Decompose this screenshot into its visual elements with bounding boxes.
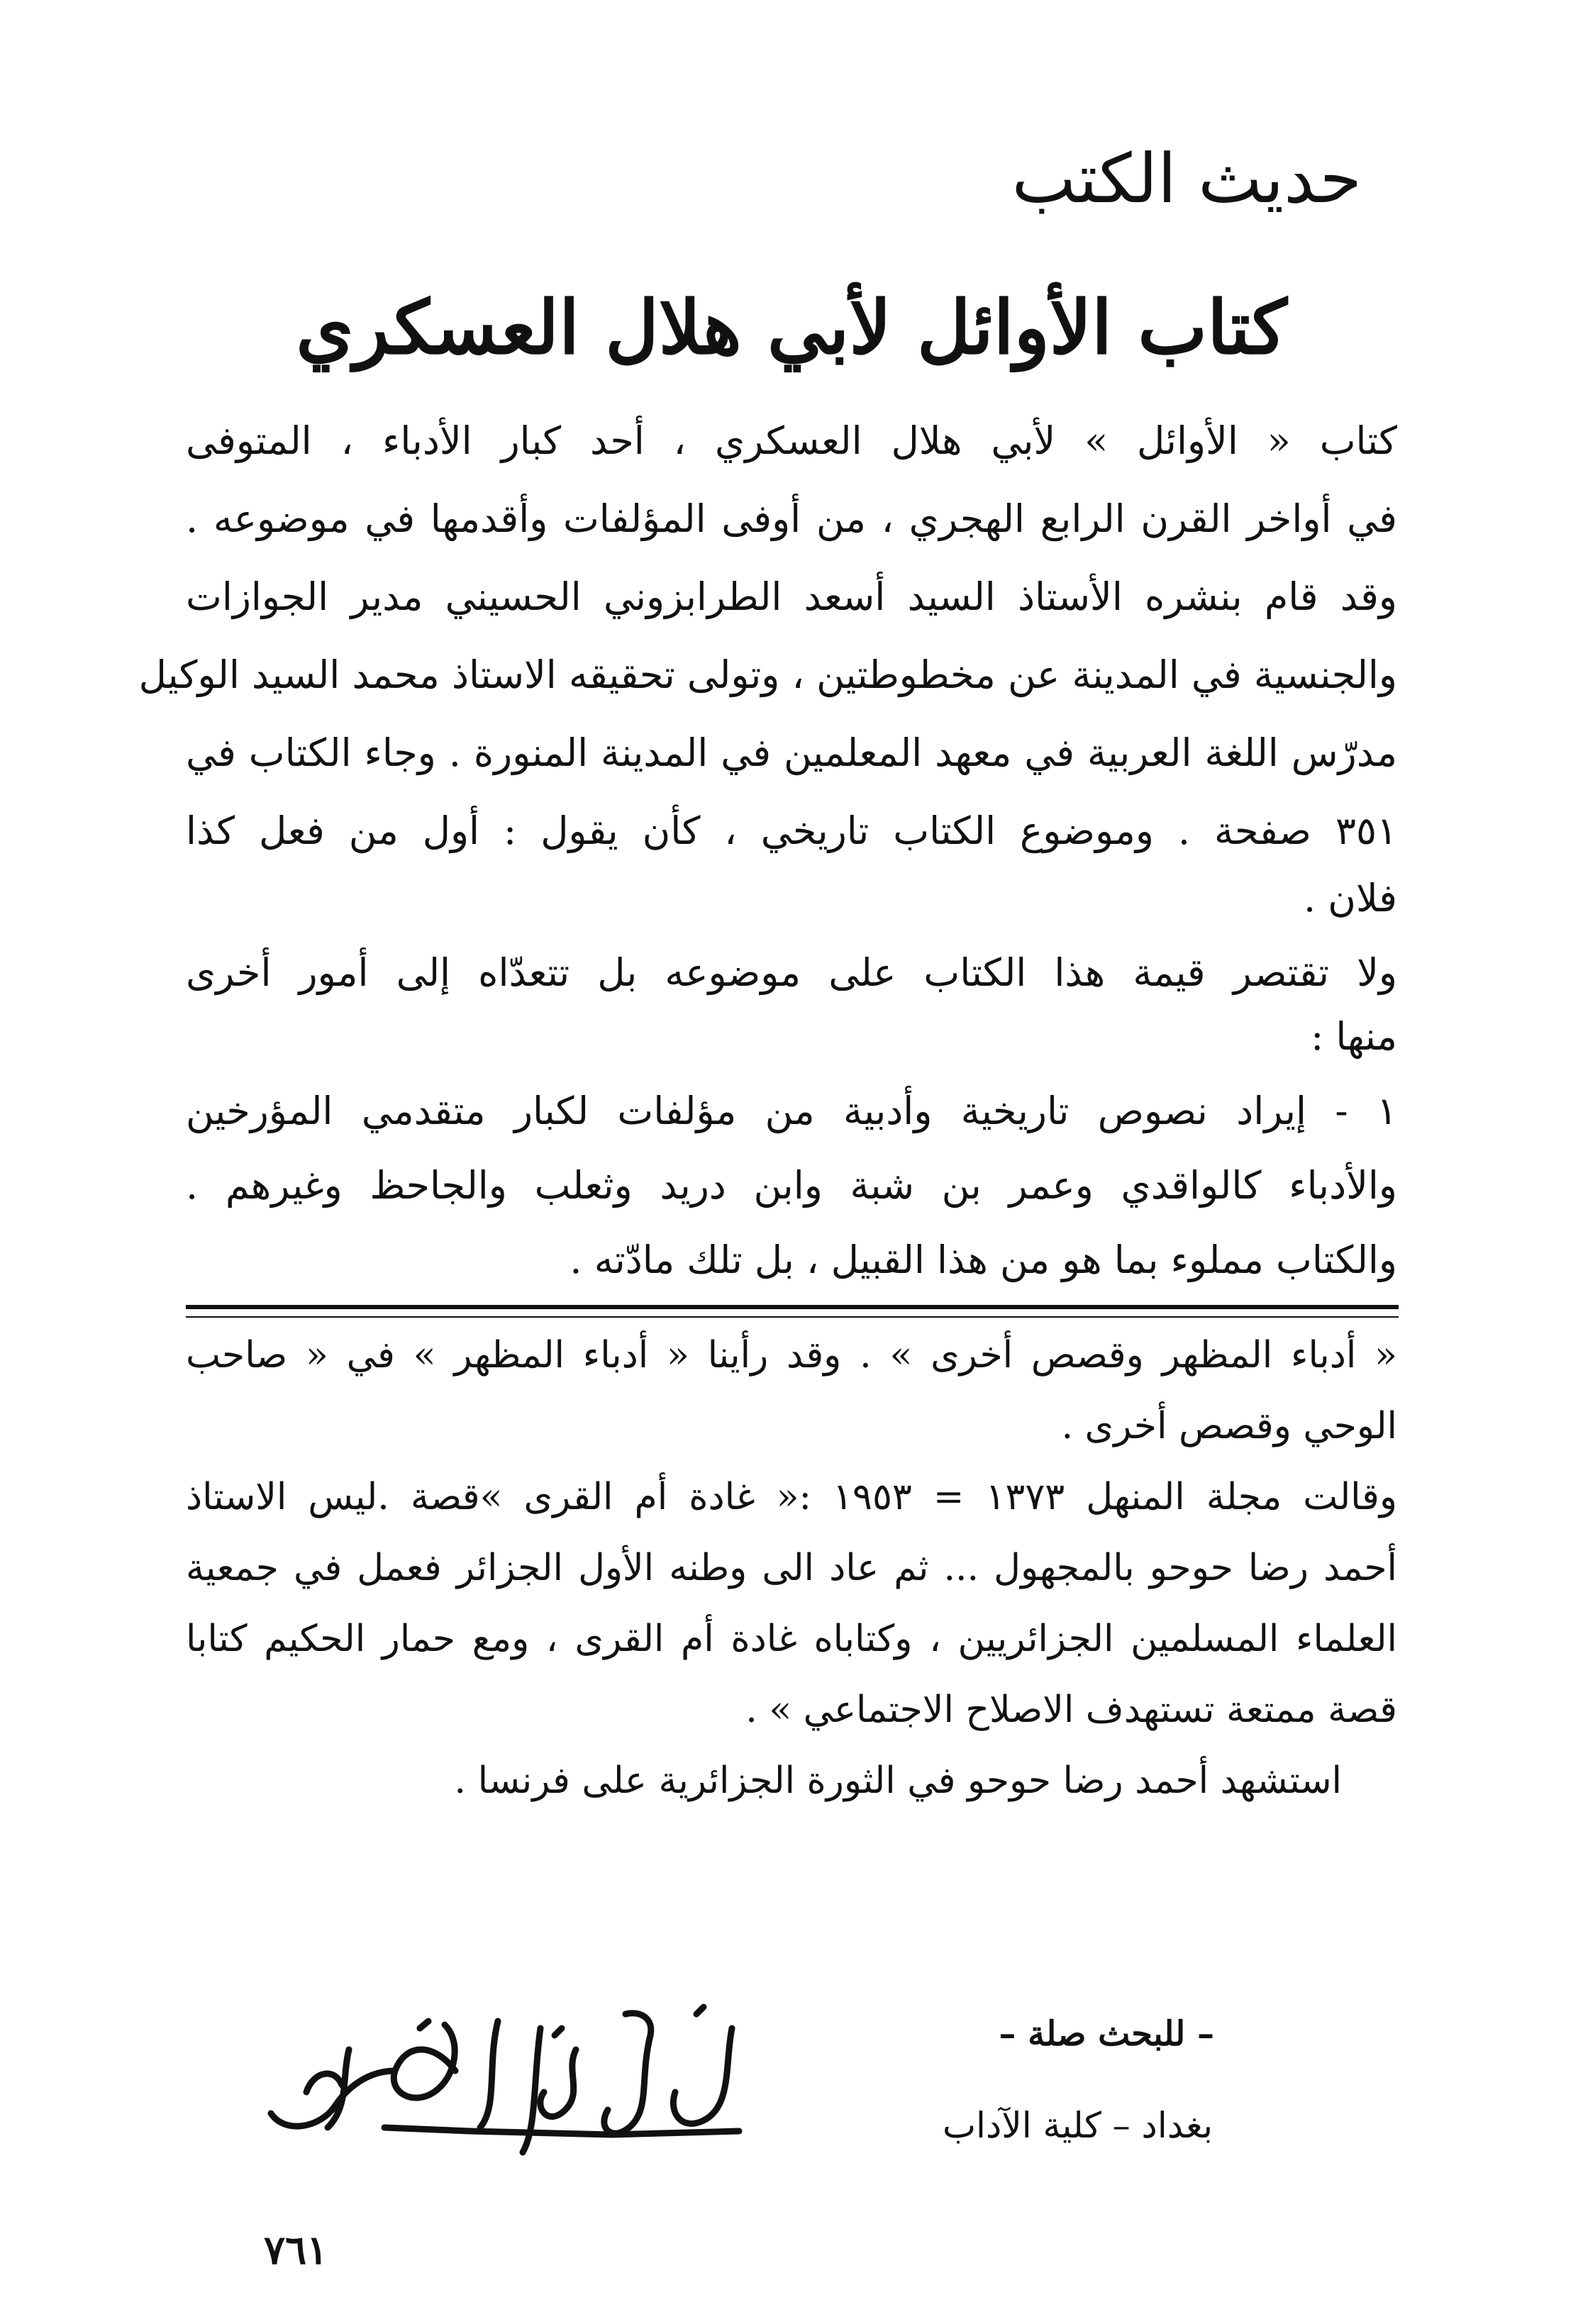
- page-number: ٧٦١: [264, 2227, 328, 2274]
- body-line-1: كتاب « الأوائل » لأبي هلال العسكري ، أحد كبار الأدباء ، المتوفى: [186, 418, 1397, 463]
- footnote-line-6: قصة ممتعة تستهدف الاصلاح الاجتماعي » .: [745, 1689, 1397, 1731]
- body-line-11: والأدباء كالواقدي وعمر بن شبة وابن دريد وثعلب والجاحظ وغيرهم .: [186, 1163, 1397, 1208]
- body-line-2: في أواخر القرن الرابع الهجري ، من أوفى المؤلفات وأقدمها في موضوعه .: [186, 496, 1397, 541]
- to-be-continued: – للبحث صلة –: [999, 2014, 1214, 2054]
- book-title: كتاب الأوائل لأبي هلال العسكري: [296, 284, 1287, 371]
- footnote-line-2: الوحي وقصص أخرى .: [1061, 1405, 1397, 1447]
- body-line-12: والكتاب مملوء بما هو من هذا القبيل ، بل تلك مادّته .: [570, 1238, 1397, 1282]
- footnote-separator: [186, 1305, 1399, 1309]
- section-header: حديث الكتب: [1011, 139, 1362, 218]
- body-line-6: ٣٥١ صفحة . وموضوع الكتاب تاريخي ، كأن يقول : أول من فعل كذا: [186, 808, 1397, 853]
- footnote-line-1: « أدباء المظهر وقصص أخرى » . وقد رأينا « أدباء المظهر » في « صاحب: [186, 1334, 1397, 1377]
- footnote-separator-thin: [186, 1316, 1399, 1318]
- author-signature: [243, 1986, 767, 2170]
- author-affiliation: بغداد – كلية الآداب: [942, 2105, 1213, 2146]
- footnote-line-4: أحمد رضا حوحو بالمجهول ... ثم عاد الى وطنه الأول الجزائر فعمل في جمعية: [186, 1547, 1398, 1589]
- footnote-line-3: وقالت مجلة المنهل ١٣٧٣ = ١٩٥٣ :« غادة أم القرى »قصة .ليس الاستاذ: [186, 1476, 1397, 1518]
- body-line-4: والجنسية في المدينة عن مخطوطتين ، وتولى تحقيقه الاستاذ محمد السيد الوكيل: [138, 652, 1397, 697]
- body-line-8: ولا تقتصر قيمة هذا الكتاب على موضوعه بل تتعدّاه إلى أمور أخرى: [186, 950, 1397, 995]
- footnote-line-5: العلماء المسلمين الجزائريين ، وكتاباه غادة أم القرى ، ومع حمار الحكيم كتابا: [186, 1618, 1397, 1660]
- body-line-9: منها :: [1311, 1014, 1397, 1059]
- body-line-3: وقد قام بنشره الأستاذ السيد أسعد الطرابزوني الحسيني مدير الجوازات: [186, 574, 1397, 619]
- footnote-line-7: استشهد أحمد رضا حوحو في الثورة الجزائرية على فرنسا .: [454, 1759, 1342, 1802]
- body-line-7: فلان .: [1303, 876, 1397, 921]
- body-line-10: ١ - إيراد نصوص تاريخية وأدبية من مؤلفات لكبار متقدمي المؤرخين: [186, 1089, 1397, 1133]
- body-line-5: مدرّس اللغة العربية في معهد المعلمين في المدينة المنورة . وجاء الكتاب في: [186, 730, 1397, 775]
